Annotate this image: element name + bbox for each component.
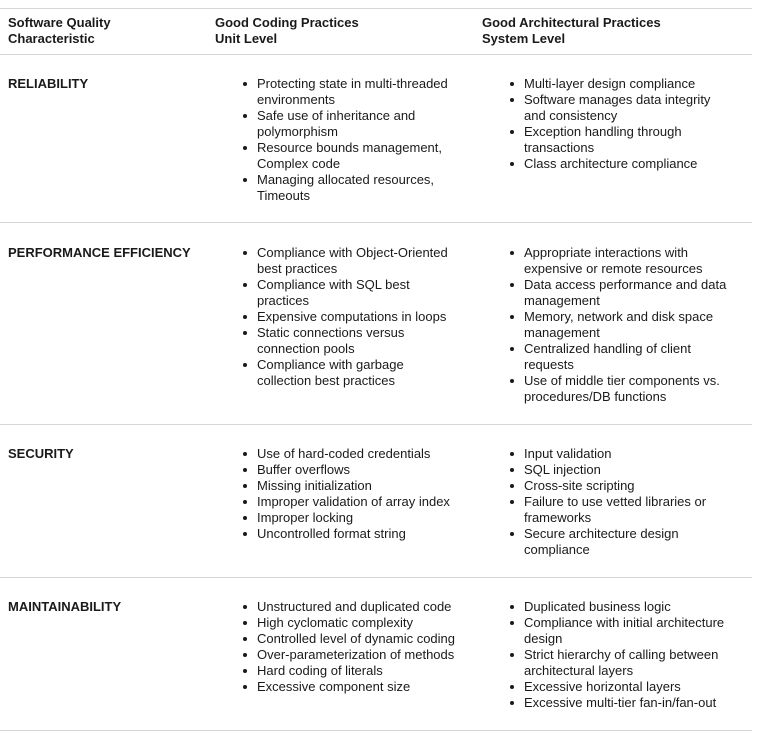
practice-item bbox=[507, 245, 747, 277]
practice-item-text: connection pools bbox=[257, 341, 355, 356]
practice-item-text: Appropriate interactions with bbox=[524, 245, 689, 260]
practice-item bbox=[507, 341, 747, 373]
practice-item-text: Excessive horizontal layers bbox=[524, 679, 681, 694]
practice-item bbox=[507, 478, 747, 494]
practice-item-text: Protecting state in multi-threaded bbox=[257, 76, 448, 91]
row-rule bbox=[0, 424, 752, 425]
practice-item bbox=[240, 140, 475, 172]
characteristic-label: SECURITY bbox=[8, 446, 74, 461]
bottom-rule bbox=[0, 730, 752, 731]
practice-item-text: Missing initialization bbox=[257, 478, 372, 493]
header-unit-level bbox=[215, 15, 359, 47]
practice-item-text: Uncontrolled format string bbox=[257, 526, 406, 541]
practice-item bbox=[240, 494, 475, 510]
practice-item bbox=[240, 526, 475, 542]
practice-item bbox=[240, 647, 475, 663]
practice-item bbox=[240, 510, 475, 526]
practice-item-text: Compliance with initial architecture bbox=[524, 615, 725, 630]
practice-item-text: Static connections versus bbox=[257, 325, 405, 340]
system-level-practices bbox=[507, 446, 747, 558]
practice-item bbox=[507, 462, 747, 478]
practice-item-text: polymorphism bbox=[257, 124, 338, 139]
practice-item-text: Compliance with SQL best bbox=[257, 277, 410, 292]
practice-item-text: Over-parameterization of methods bbox=[257, 647, 455, 662]
practice-item bbox=[507, 373, 747, 405]
practice-item-text: Data access performance and data bbox=[524, 277, 727, 292]
practice-item bbox=[240, 462, 475, 478]
header-unit-level-line-1: Good Coding Practices bbox=[215, 15, 359, 30]
unit-level-practices bbox=[240, 446, 475, 542]
practice-item-text: best practices bbox=[257, 261, 338, 276]
practice-item-text: Excessive component size bbox=[257, 679, 411, 694]
practice-item-text: Secure architecture design bbox=[524, 526, 679, 541]
practice-item-text: environments bbox=[257, 92, 336, 107]
practice-item bbox=[507, 599, 747, 615]
practice-item-text: Exception handling through bbox=[524, 124, 682, 139]
practice-item bbox=[507, 309, 747, 341]
practice-item-text: Compliance with garbage bbox=[257, 357, 404, 372]
practice-item-text: architectural layers bbox=[524, 663, 634, 678]
practice-item bbox=[240, 309, 475, 325]
practice-item bbox=[507, 526, 747, 558]
practice-item-text: Strict hierarchy of calling between bbox=[524, 647, 719, 662]
practice-item-text: Centralized handling of client bbox=[524, 341, 691, 356]
practice-item bbox=[507, 679, 747, 695]
practice-item-text: expensive or remote resources bbox=[524, 261, 703, 276]
practice-item-text: Expensive computations in loops bbox=[257, 309, 447, 324]
practice-item bbox=[507, 615, 747, 647]
practice-item bbox=[240, 446, 475, 462]
practice-item bbox=[240, 325, 475, 357]
system-level-practices bbox=[507, 599, 747, 711]
practice-item-text: practices bbox=[257, 293, 310, 308]
practice-item-text: transactions bbox=[524, 140, 595, 155]
header-system-level bbox=[482, 15, 661, 47]
practice-item bbox=[240, 631, 475, 647]
unit-level-practices bbox=[240, 245, 475, 389]
header-system-level-line-2: System Level bbox=[482, 31, 566, 46]
practice-item bbox=[240, 357, 475, 389]
practice-item bbox=[240, 478, 475, 494]
practice-item-text: Hard coding of literals bbox=[257, 663, 383, 678]
practice-item-text: Improper validation of array index bbox=[257, 494, 450, 509]
practice-item-text: management bbox=[524, 293, 600, 308]
practice-item-text: frameworks bbox=[524, 510, 592, 525]
practice-item-text: Managing allocated resources, bbox=[257, 172, 435, 187]
practice-item bbox=[240, 245, 475, 277]
practice-item-text: Timeouts bbox=[257, 188, 310, 203]
practice-item-text: Buffer overflows bbox=[257, 462, 350, 477]
practice-item-text: procedures/DB functions bbox=[524, 389, 667, 404]
practice-item bbox=[240, 679, 475, 695]
practice-item bbox=[507, 277, 747, 309]
practice-item bbox=[507, 695, 747, 711]
practice-item bbox=[507, 76, 747, 92]
practice-item-text: Improper locking bbox=[257, 510, 354, 525]
practice-item-text: compliance bbox=[524, 542, 590, 557]
practice-item-text: Use of hard-coded credentials bbox=[257, 446, 431, 461]
practice-item-text: Class architecture compliance bbox=[524, 156, 698, 171]
practice-item bbox=[507, 647, 747, 679]
practice-item-text: and consistency bbox=[524, 108, 618, 123]
practice-item bbox=[240, 76, 475, 108]
header-characteristic-line-2: Characteristic bbox=[8, 31, 95, 46]
practice-item-text: Input validation bbox=[524, 446, 612, 461]
characteristic-label: RELIABILITY bbox=[8, 76, 89, 91]
header-unit-level-line-2: Unit Level bbox=[215, 31, 278, 46]
practice-item-text: Unstructured and duplicated code bbox=[257, 599, 452, 614]
practice-item-text: Excessive multi-tier fan-in/fan-out bbox=[524, 695, 717, 710]
header-characteristic bbox=[8, 15, 111, 47]
practice-item-text: Memory, network and disk space bbox=[524, 309, 714, 324]
practice-item-text: Software manages data integrity bbox=[524, 92, 711, 107]
practice-item bbox=[507, 494, 747, 526]
practice-item bbox=[240, 277, 475, 309]
practice-item-text: Controlled level of dynamic coding bbox=[257, 631, 455, 646]
practice-item-text: Multi-layer design compliance bbox=[524, 76, 696, 91]
practice-item bbox=[240, 172, 475, 204]
practice-item-text: Complex code bbox=[257, 156, 341, 171]
practice-item bbox=[507, 124, 747, 156]
system-level-practices bbox=[507, 245, 747, 405]
practice-item-text: High cyclomatic complexity bbox=[257, 615, 414, 630]
characteristic-label: MAINTAINABILITY bbox=[8, 599, 122, 614]
system-level-practices bbox=[507, 76, 747, 172]
characteristic-label: PERFORMANCE EFFICIENCY bbox=[8, 245, 191, 260]
practice-item-text: Duplicated business logic bbox=[524, 599, 671, 614]
practice-item-text: management bbox=[524, 325, 600, 340]
practice-item-text: collection best practices bbox=[257, 373, 396, 388]
practice-item bbox=[240, 663, 475, 679]
practice-item-text: design bbox=[524, 631, 563, 646]
practice-item-text: Failure to use vetted libraries or bbox=[524, 494, 707, 509]
header-characteristic-line-1: Software Quality bbox=[8, 15, 111, 30]
practice-item-text: Safe use of inheritance and bbox=[257, 108, 416, 123]
practice-item bbox=[240, 599, 475, 615]
unit-level-practices bbox=[240, 599, 475, 695]
practice-item bbox=[507, 446, 747, 462]
practice-item-text: Resource bounds management, bbox=[257, 140, 443, 155]
practice-item bbox=[507, 92, 747, 124]
header-system-level-line-1: Good Architectural Practices bbox=[482, 15, 661, 30]
practice-item-text: Cross-site scripting bbox=[524, 478, 635, 493]
row-rule bbox=[0, 222, 752, 223]
header-rule bbox=[0, 54, 752, 55]
practice-item bbox=[240, 615, 475, 631]
row-rule bbox=[0, 577, 752, 578]
practice-item bbox=[507, 156, 747, 172]
practice-item-text: requests bbox=[524, 357, 574, 372]
practice-item-text: Use of middle tier components vs. bbox=[524, 373, 720, 388]
practice-item-text: Compliance with Object-Oriented bbox=[257, 245, 448, 260]
unit-level-practices bbox=[240, 76, 475, 204]
practice-item-text: SQL injection bbox=[524, 462, 601, 477]
top-rule bbox=[0, 8, 752, 9]
practice-item bbox=[240, 108, 475, 140]
